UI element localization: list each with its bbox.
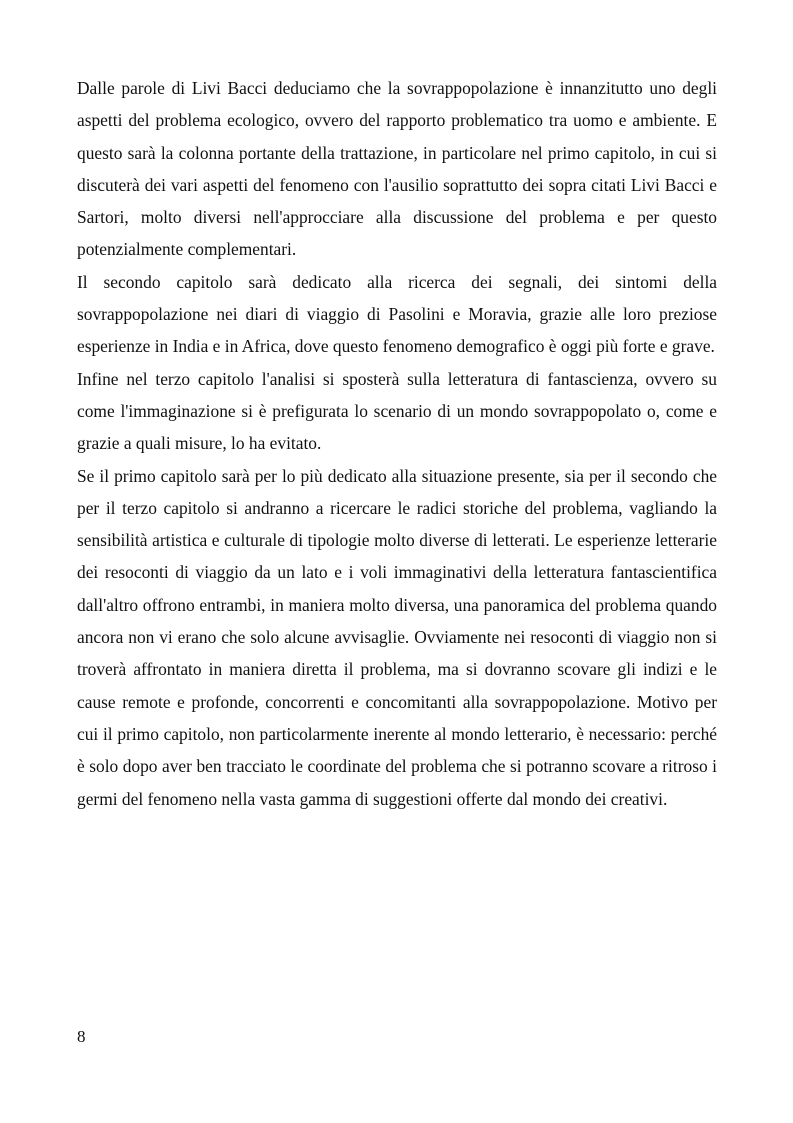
paragraph-third-chapter: Infine nel terzo capitolo l'analisi si sposterà sulla letteratura di fantascienza, ovvero su come l'immaginazione si è prefigurata lo scenario di un mondo sovrappopolato o, come e grazie a quali misure, lo ha evitato. xyxy=(77,368,717,454)
paragraph-historical-roots: Se il primo capitolo sarà per lo più dedicato alla situazione presente, sia per il secondo che per il terzo capitolo si andranno a ricercare le radici storiche del problema, vagliando la sensibilità artistica e culturale di tipologie molto diverse di letterati. Le esperienze letterarie dei resoconti di viaggio da un lato e i voli immaginativi della letteratura fantascientifica dall'altro offrono entrambi, in maniera molto diversa, una panoramica del problema quando ancora non vi erano che solo alcune avvisaglie. Ovviamente nei resoconti di viaggio non si troverà affrontato in maniera diretta il problema, ma si dovranno scovare gli indizi e le cause remote e profonde, concorrenti e concomitanti alla sovrappopolazione. Motivo per cui il primo capitolo, non particolarmente inerente al mondo letterario, è necessario: perché è solo dopo aver ben tracciato le coordinate del problema che si potranno scovare a ritroso i germi del fenomeno nella vasta gamma di suggestioni offerte dal mondo dei creativi. xyxy=(77,465,717,809)
body-text xyxy=(77,72,717,815)
paragraph-overpopulation-intro: Dalle parole di Livi Bacci deduciamo che la sovrappopolazione è innanzitutto uno degli aspetti del problema ecologico, ovvero del rapporto problematico tra uomo e ambiente. E questo sarà la colonna portante della trattazione, in particolare nel primo capitolo, in cui si discuterà dei vari aspetti del fenomeno con l'ausilio soprattutto dei sopra citati Livi Bacci e Sartori, molto diversi nell'approcciare alla discussione del problema e per questo potenzialmente complementari. xyxy=(77,78,717,260)
paragraph-second-chapter: Il secondo capitolo sarà dedicato alla ricerca dei segnali, dei sintomi della sovrappopolazione nei diari di viaggio di Pasolini e Moravia, grazie alle loro preziose esperienze in India e in Africa, dove questo fenomeno demografico è oggi più forte e grave. xyxy=(77,271,717,357)
page-number: 8 xyxy=(77,1027,86,1046)
